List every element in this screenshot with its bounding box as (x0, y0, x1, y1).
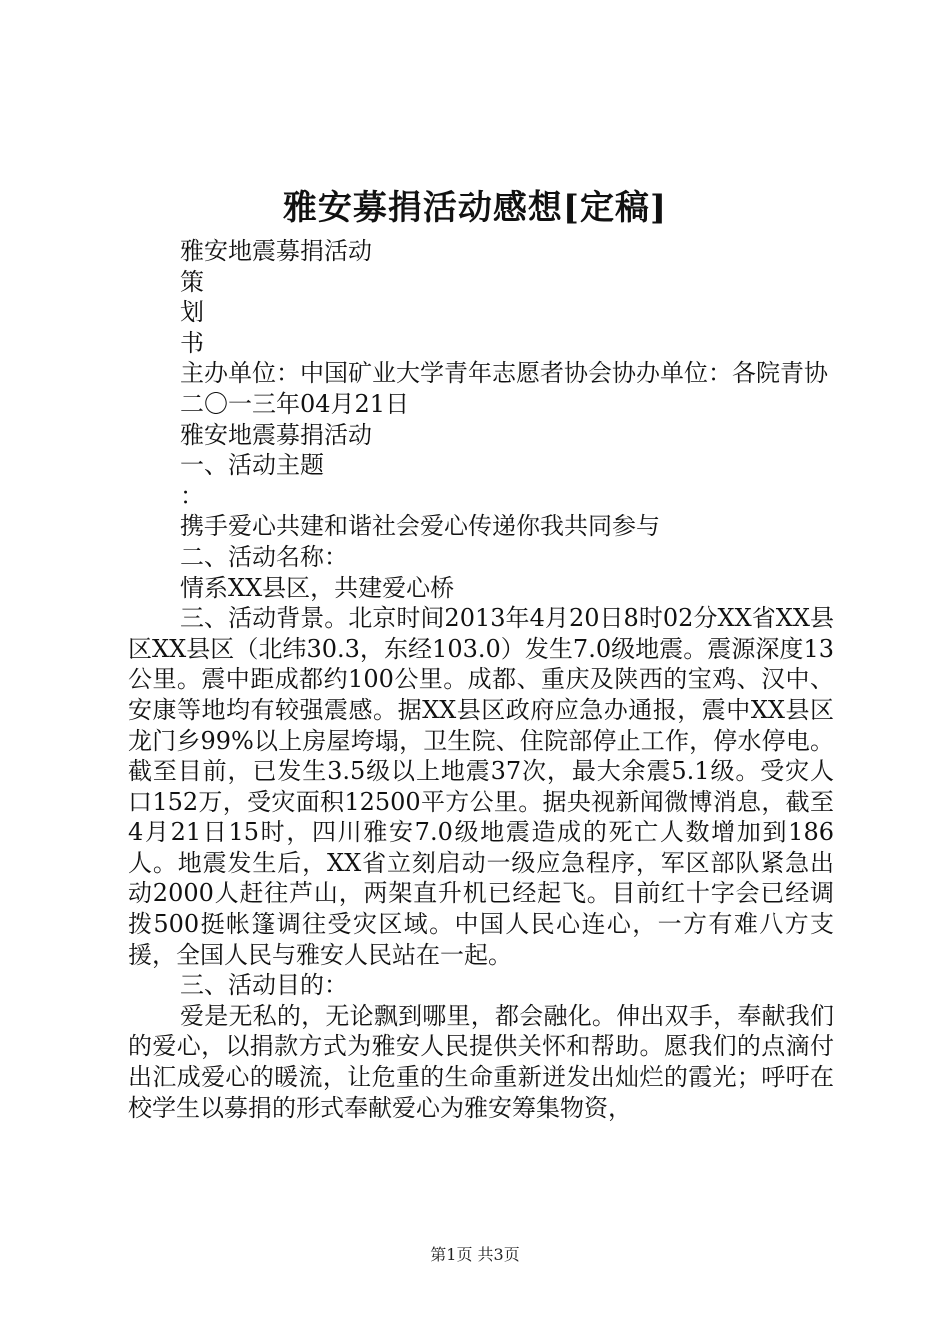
paragraph: 爱是无私的，无论飘到哪里，都会融化。伸出双手，奉献我们的爱心，以捐款方式为雅安人民提供关怀和帮助。愿我们的点滴付出汇成爱心的暖流，让危重的生命重新迸发出灿烂的霞光；呼吁在校学生以募捐的形式奉献爱心为雅安筹集物资， (128, 1001, 834, 1122)
paragraph: ： (180, 481, 204, 510)
document-body (128, 236, 834, 1123)
paragraph: 二、活动名称： (180, 542, 348, 571)
document-title: 雅安募捐活动感想[定稿] (282, 188, 668, 228)
paragraph: 主办单位：中国矿业大学青年志愿者协会协办单位：各院青协 (180, 359, 828, 388)
paragraph: 雅安地震募捐活动 (180, 237, 372, 265)
paragraph: 携手爱心共建和谐社会爱心传递你我共同参与 (180, 512, 660, 541)
paragraph: 二〇一三年04月21日 (180, 389, 410, 418)
paragraph: 一、活动主题 (180, 451, 324, 480)
paragraph: 三、活动目的： (180, 971, 348, 1000)
paragraph: 划 (180, 298, 204, 327)
page-footer: 第1页 共3页 (430, 1245, 520, 1264)
paragraph: 情系XX县区，共建爱心桥 (180, 573, 455, 602)
paragraph: 三、活动背景。北京时间2013年4月20日8时02分XX省XX县区XX县区（北纬30.3，东经103.0）发生7.0级地震。震源深度13公里。震中距成都约100公里。成都、重庆及陕西的宝鸡、汉中、安康等地均有较强震感。据XX县区政府应急办通报，震中XX县区龙门乡99%以上房屋垮塌，卫生院、住院部停止工作，停水停电。截至目前，已发生3.5级以上地震37次，最大余震5.1级。受灾人口152万，受灾面积12500平方公里。据央视新闻微博消息，截至4月21日15时，四川雅安7.0级地震造成的死亡人数增加到186人。地震发生后，XX省立刻启动一级应急程序，军区部队紧急出动2000人赶往芦山，两架直升机已经起飞。目前红十字会已经调拨500挺帐篷调往受灾区域。中国人民心连心，一方有难八方支援，全国人民与雅安人民站在一起。 (128, 604, 834, 969)
paragraph: 策 (180, 267, 204, 296)
paragraph: 书 (180, 328, 204, 357)
paragraph: 雅安地震募捐活动 (180, 420, 372, 449)
